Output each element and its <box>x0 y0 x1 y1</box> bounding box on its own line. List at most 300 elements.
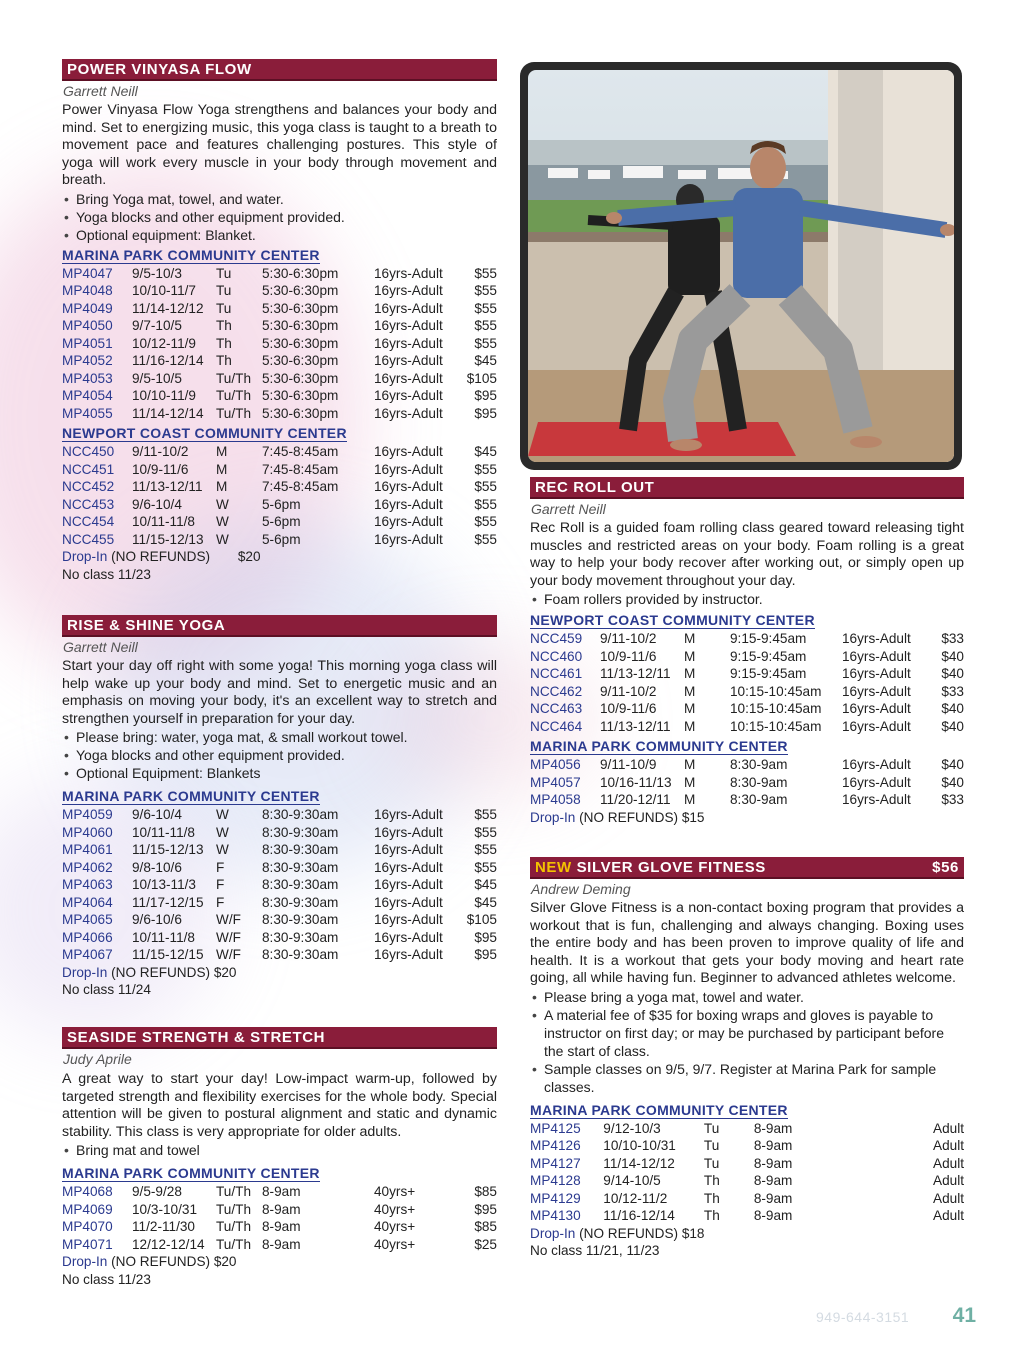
course-code: NCC455 <box>62 531 115 547</box>
bullet-item: • Optional Equipment: Blankets <box>62 764 497 782</box>
date-range: 11/16-12/14 <box>132 353 204 369</box>
price: $55 <box>474 824 497 840</box>
table-row <box>62 461 497 479</box>
table-row <box>62 531 497 549</box>
dropin-line <box>62 548 497 566</box>
day: Th <box>216 335 232 351</box>
time: 8:30-9am <box>730 792 788 808</box>
date-range: 11/13-12/11 <box>132 479 203 495</box>
date-range: 9/7-10/5 <box>132 318 182 334</box>
instructor-name: Garrett Neill <box>531 501 606 517</box>
date-range: 10/9-11/6 <box>600 701 657 717</box>
date-range: 10/11-11/8 <box>132 824 195 840</box>
price: $55 <box>474 859 497 875</box>
section-title: SEASIDE STRENGTH & STRETCH <box>67 1029 326 1046</box>
time: 5:30-6:30pm <box>262 405 339 421</box>
price: $25 <box>474 1236 497 1252</box>
time: 10:15-10:45am <box>730 701 822 717</box>
table-row <box>530 791 964 809</box>
course-code: MP4050 <box>62 318 113 334</box>
schedule-table <box>62 806 497 964</box>
price: $55 <box>474 318 497 334</box>
table-row <box>530 1207 964 1225</box>
price: $33 <box>941 631 964 647</box>
silver-glove-section <box>530 857 964 1260</box>
day: M <box>684 648 696 664</box>
time: 8-9am <box>262 1219 301 1235</box>
day: W/F <box>216 912 241 928</box>
date-range: 11/14-12/14 <box>132 405 204 421</box>
time: 8:30-9:30am <box>262 859 339 875</box>
schedule-table <box>62 265 497 423</box>
table-row <box>62 929 497 947</box>
table-row <box>62 824 497 842</box>
dropin-line <box>530 809 964 827</box>
course-code: MP4047 <box>62 265 113 281</box>
table-row <box>62 443 497 461</box>
course-code: MP4071 <box>62 1236 113 1252</box>
price: $45 <box>474 877 497 893</box>
course-code: MP4062 <box>62 859 113 875</box>
bullet-item: • Bring mat and towel <box>62 1141 497 1159</box>
day: W <box>216 514 229 530</box>
table-row <box>62 478 497 496</box>
time: 8:30-9:30am <box>262 912 339 928</box>
price: $55 <box>474 842 497 858</box>
date-range: 9/5-9/28 <box>132 1184 182 1200</box>
rise-shine-section <box>62 615 497 999</box>
course-code: NCC460 <box>530 648 583 664</box>
price: $40 <box>941 648 964 664</box>
price: $95 <box>474 947 497 963</box>
age: 16yrs-Adult <box>374 859 443 875</box>
time: 5:30-6:30pm <box>262 300 339 316</box>
course-code: NCC464 <box>530 718 583 734</box>
day: Tu <box>216 283 232 299</box>
table-row <box>62 876 497 894</box>
table-row <box>62 894 497 912</box>
time: 8:30-9am <box>730 757 788 773</box>
date-range: 11/20-12/11 <box>600 792 671 808</box>
seaside-section <box>62 1027 497 1288</box>
table-row <box>62 1236 497 1254</box>
no-class-note: No class 11/24 <box>62 982 151 998</box>
age: 16yrs-Adult <box>374 842 443 858</box>
dropin-price: $20 <box>237 549 261 565</box>
time: 8:30-9:30am <box>262 947 339 963</box>
time: 5:30-6:30pm <box>262 370 339 386</box>
dropin-text: (NO REFUNDS) $15 <box>579 809 705 825</box>
course-code: MP4128 <box>530 1173 581 1189</box>
age: 16yrs-Adult <box>374 300 443 316</box>
age: 16yrs-Adult <box>842 792 911 808</box>
table-row <box>62 300 497 318</box>
age: 16yrs-Adult <box>374 947 443 963</box>
location-heading: MARINA PARK COMMUNITY CENTER <box>62 788 320 805</box>
day: Tu/Th <box>216 1219 251 1235</box>
location-heading: NEWPORT COAST COMMUNITY CENTER <box>62 425 347 442</box>
price: $40 <box>941 701 964 717</box>
price: $40 <box>941 718 964 734</box>
dropin-text: (NO REFUNDS) <box>111 549 211 565</box>
date-range: 10/10-11/9 <box>132 388 196 404</box>
bullet-item: • A material fee of $35 for boxing wraps and gloves is payable to instructor on first day; or may be purchased by participant before the start of class. <box>530 1006 964 1060</box>
age: 16yrs-Adult <box>842 648 911 664</box>
course-code: MP4067 <box>62 947 113 963</box>
dropin-label: Drop-In <box>62 1254 108 1270</box>
dropin-line <box>530 1225 964 1243</box>
price: $55 <box>474 496 497 512</box>
phone-number: 949-644-3151 <box>816 1309 910 1325</box>
date-range: 9/11-10/2 <box>600 683 657 699</box>
age: 16yrs-Adult <box>374 444 443 460</box>
date-range: 10/11-11/8 <box>132 929 195 945</box>
class-description: Rec Roll is a guided foam rolling class geared toward releasing tight muscles and restricted areas on your body. Foam rolling is a great way to help your body recover after working out, or simply open up your body movement throughout your day. <box>530 520 964 589</box>
price: $95 <box>474 388 497 404</box>
age: 16yrs-Adult <box>842 666 911 682</box>
table-row <box>530 756 964 774</box>
time: 5:30-6:30pm <box>262 265 339 281</box>
age: 16yrs-Adult <box>374 824 443 840</box>
table-row <box>62 946 497 964</box>
course-code: MP4049 <box>62 300 113 316</box>
course-code: NCC459 <box>530 631 583 647</box>
day: Tu <box>703 1120 720 1136</box>
table-row <box>530 683 964 701</box>
date-range: 10/10-11/7 <box>132 283 196 299</box>
price: $55 <box>474 265 497 281</box>
day: M <box>216 444 228 460</box>
dropin-label: Drop-In <box>62 549 108 565</box>
price: $40 <box>941 666 964 682</box>
section-title: SILVER GLOVE FITNESS <box>576 859 766 876</box>
table-row <box>530 1190 964 1208</box>
age: 16yrs-Adult <box>374 388 443 404</box>
class-description: Power Vinyasa Flow Yoga strengthens and balances your body and mind. Set to energizing music, this yoga class is taught to a breath to movement pace and features challenging postures. This style of yoga will work every muscle in your body through movement and breath. <box>62 102 497 189</box>
table-row <box>530 1137 964 1155</box>
day: M <box>684 683 696 699</box>
day: Th <box>703 1208 720 1224</box>
course-code: MP4055 <box>62 405 113 421</box>
course-code: MP4129 <box>530 1190 581 1206</box>
course-code: NCC452 <box>62 479 115 495</box>
time: 5:30-6:30pm <box>262 283 339 299</box>
schedule-table <box>530 1120 964 1225</box>
day: Tu <box>703 1138 720 1154</box>
table-row <box>530 700 964 718</box>
price: $85 <box>474 1219 497 1235</box>
day: Tu <box>703 1155 720 1171</box>
price: $55 <box>474 479 497 495</box>
age: 16yrs-Adult <box>374 929 443 945</box>
time: 8:30-9:30am <box>262 894 339 910</box>
time: 8:30-9:30am <box>262 877 339 893</box>
time: 8:30-9:30am <box>262 824 339 840</box>
course-code: MP4065 <box>62 912 113 928</box>
table-row <box>62 496 497 514</box>
course-code: MP4070 <box>62 1219 113 1235</box>
day: M <box>684 701 696 717</box>
day: Tu/Th <box>216 388 251 404</box>
course-code: NCC450 <box>62 444 115 460</box>
date-range: 10/12-11/9 <box>132 335 196 351</box>
age: Adult <box>933 1190 964 1206</box>
age: Adult <box>933 1173 964 1189</box>
bullet-list <box>62 728 497 782</box>
table-row <box>62 352 497 370</box>
table-row <box>62 1201 497 1219</box>
bullet-item: • Yoga blocks and other equipment provided. <box>62 746 497 764</box>
age: Adult <box>933 1155 964 1171</box>
price: $40 <box>941 774 964 790</box>
date-range: 11/13-12/11 <box>600 718 671 734</box>
location-heading: MARINA PARK COMMUNITY CENTER <box>530 738 788 755</box>
time: 10:15-10:45am <box>730 718 822 734</box>
course-code: NCC451 <box>62 461 115 477</box>
table-row <box>62 387 497 405</box>
day: F <box>216 859 225 875</box>
location-heading: MARINA PARK COMMUNITY CENTER <box>530 1101 788 1118</box>
age: 16yrs-Adult <box>374 265 443 281</box>
date-range: 9/5-10/3 <box>132 265 182 281</box>
location-heading: MARINA PARK COMMUNITY CENTER <box>62 246 320 263</box>
table-row <box>62 806 497 824</box>
price: $55 <box>474 531 497 547</box>
rec-roll-section <box>530 477 964 826</box>
new-badge: NEW <box>535 859 572 876</box>
no-class-note: No class 11/23 <box>62 1271 151 1287</box>
time: 5:30-6:30pm <box>262 318 339 334</box>
course-code: NCC462 <box>530 683 583 699</box>
table-row <box>530 665 964 683</box>
time: 8-9am <box>753 1173 793 1189</box>
schedule-table <box>530 630 964 735</box>
age: 16yrs-Adult <box>842 683 911 699</box>
day: Th <box>216 353 232 369</box>
bullet-item: • Yoga blocks and other equipment provided. <box>62 208 497 226</box>
time: 8:30-9:30am <box>262 807 339 823</box>
schedule-table <box>62 1183 497 1253</box>
course-code: MP4127 <box>530 1155 581 1171</box>
table-row <box>530 630 964 648</box>
date-range: 10/16-11/13 <box>600 774 672 790</box>
age: 16yrs-Adult <box>374 894 443 910</box>
table-row <box>530 718 964 736</box>
table-row <box>62 335 497 353</box>
age: 16yrs-Adult <box>374 370 443 386</box>
day: Th <box>703 1173 720 1189</box>
dropin-label: Drop-In <box>530 1225 576 1241</box>
date-range: 11/15-12/13 <box>132 531 204 547</box>
course-code: MP4058 <box>530 792 581 808</box>
course-code: NCC461 <box>530 666 583 682</box>
bullet-item: • Foam rollers provided by instructor. <box>530 590 964 608</box>
age: 40yrs+ <box>374 1236 416 1252</box>
price: $45 <box>474 353 497 369</box>
dropin-line <box>62 1253 497 1271</box>
course-code: MP4053 <box>62 370 113 386</box>
schedule-table <box>530 756 964 809</box>
instructor-name: Garrett Neill <box>63 83 138 99</box>
age: 16yrs-Adult <box>374 479 443 495</box>
time: 8-9am <box>262 1236 301 1252</box>
section-heading <box>530 857 964 879</box>
time: 8-9am <box>262 1184 301 1200</box>
price: $85 <box>474 1184 497 1200</box>
section-heading <box>62 1027 497 1049</box>
time: 5-6pm <box>262 496 301 512</box>
day: M <box>684 792 696 808</box>
table-row <box>62 513 497 531</box>
day: Th <box>703 1190 720 1206</box>
day: M <box>216 479 228 495</box>
course-code: MP4068 <box>62 1184 113 1200</box>
course-code: MP4060 <box>62 824 113 840</box>
date-range: 11/16-12/14 <box>603 1208 675 1224</box>
date-range: 10/3-10/31 <box>132 1201 198 1217</box>
date-range: 11/2-11/30 <box>132 1219 195 1235</box>
age: 16yrs-Adult <box>374 335 443 351</box>
age: 40yrs+ <box>374 1219 416 1235</box>
price: $33 <box>941 683 964 699</box>
date-range: 9/11-10/9 <box>600 757 657 773</box>
price: $45 <box>474 444 497 460</box>
no-class-note: No class 11/21, 11/23 <box>530 1243 660 1259</box>
date-range: 9/5-10/5 <box>132 370 182 386</box>
age: Adult <box>933 1208 964 1224</box>
price: $95 <box>474 405 497 421</box>
instructor-name: Garrett Neill <box>63 639 138 655</box>
bullet-item: • Sample classes on 9/5, 9/7. Register at Marina Park for sample classes. <box>530 1060 964 1096</box>
course-code: MP4059 <box>62 807 113 823</box>
price: $55 <box>474 807 497 823</box>
table-row <box>62 265 497 283</box>
table-row <box>530 774 964 792</box>
date-range: 11/14-12/12 <box>132 300 204 316</box>
age: 16yrs-Adult <box>374 461 443 477</box>
class-price: $56 <box>932 859 959 876</box>
date-range: 11/13-12/11 <box>600 666 671 682</box>
course-code: MP4064 <box>62 894 113 910</box>
price: $45 <box>474 894 497 910</box>
section-title: RISE & SHINE YOGA <box>67 617 226 634</box>
age: 16yrs-Adult <box>374 531 443 547</box>
bullet-item: • Bring Yoga mat, towel, and water. <box>62 190 497 208</box>
course-code: NCC463 <box>530 701 583 717</box>
location-heading: NEWPORT COAST COMMUNITY CENTER <box>530 612 815 629</box>
day: F <box>216 877 225 893</box>
course-code: MP4125 <box>530 1120 581 1136</box>
date-range: 9/12-10/3 <box>603 1120 661 1136</box>
day: M <box>684 666 696 682</box>
class-description: Silver Glove Fitness is a non-contact boxing program that provides a workout that is fun, challenging and always changing. Boxing uses the entire body and has been proven to improve quality of life and health. It is a workout that gets your body moving and heart rate going, all while having fun. Beginner to advanced athletes welcome. <box>530 900 964 987</box>
course-code: MP4066 <box>62 929 113 945</box>
age: 16yrs-Adult <box>842 774 911 790</box>
time: 9:15-9:45am <box>730 648 807 664</box>
course-code: MP4063 <box>62 877 113 893</box>
day: M <box>216 461 228 477</box>
date-range: 9/8-10/6 <box>132 859 182 875</box>
age: 16yrs-Adult <box>374 496 443 512</box>
day: Th <box>216 318 232 334</box>
table-row <box>62 1183 497 1201</box>
day: W <box>216 531 229 547</box>
warrior-pose-illustration <box>528 70 954 462</box>
date-range: 10/9-11/6 <box>600 648 657 664</box>
bullet-list <box>530 590 964 608</box>
price: $33 <box>941 792 964 808</box>
time: 8:30-9:30am <box>262 929 339 945</box>
day: W <box>216 496 229 512</box>
price: $105 <box>466 370 497 386</box>
date-range: 9/11-10/2 <box>600 631 657 647</box>
time: 7:45-8:45am <box>262 479 339 495</box>
age: 16yrs-Adult <box>374 283 443 299</box>
day: Tu/Th <box>216 370 251 386</box>
section-title: POWER VINYASA FLOW <box>67 61 252 78</box>
course-code: MP4048 <box>62 283 113 299</box>
age: 16yrs-Adult <box>374 514 443 530</box>
bullet-item: • Please bring a yoga mat, towel and water. <box>530 988 964 1006</box>
class-description: Start your day off right with some yoga! This morning yoga class will help wake up your body and mind. Set to energetic music and an emphasis on moving your body, it's an excellent way to stretch and strengthen yourself in preparation for your day. <box>62 658 497 727</box>
day: W/F <box>216 947 241 963</box>
power-vinyasa-section <box>62 59 497 583</box>
day: W <box>216 824 229 840</box>
age: 16yrs-Adult <box>842 757 911 773</box>
time: 5-6pm <box>262 514 301 530</box>
no-class-note: No class 11/23 <box>62 566 151 582</box>
course-code: MP4126 <box>530 1138 581 1154</box>
table-row <box>62 370 497 388</box>
age: 16yrs-Adult <box>374 353 443 369</box>
date-range: 9/6-10/4 <box>132 807 182 823</box>
time: 5-6pm <box>262 531 301 547</box>
day: W <box>216 807 229 823</box>
day: W/F <box>216 929 241 945</box>
instructor-name: Andrew Deming <box>531 881 631 897</box>
dropin-label: Drop-In <box>530 809 576 825</box>
time: 10:15-10:45am <box>730 683 822 699</box>
date-range: 9/11-10/2 <box>132 444 189 460</box>
time: 8-9am <box>262 1201 301 1217</box>
time: 9:15-9:45am <box>730 666 807 682</box>
age: 16yrs-Adult <box>842 701 911 717</box>
day: M <box>684 631 696 647</box>
price: $55 <box>474 283 497 299</box>
dropin-text: (NO REFUNDS) $18 <box>579 1225 705 1241</box>
price: $95 <box>474 1201 497 1217</box>
age: 16yrs-Adult <box>374 318 443 334</box>
date-range: 10/12-11/2 <box>603 1190 668 1206</box>
page-number: 41 <box>952 1304 976 1327</box>
date-range: 10/11-11/8 <box>132 514 195 530</box>
time: 5:30-6:30pm <box>262 388 339 404</box>
course-code: MP4056 <box>530 757 581 773</box>
date-range: 11/17-12/15 <box>132 894 204 910</box>
table-row <box>62 1218 497 1236</box>
date-range: 10/13-11/3 <box>132 877 196 893</box>
price: $55 <box>474 300 497 316</box>
time: 7:45-8:45am <box>262 444 339 460</box>
date-range: 9/14-10/5 <box>603 1173 661 1189</box>
section-title: REC ROLL OUT <box>535 479 655 496</box>
day: Tu/Th <box>216 1236 251 1252</box>
bullet-item: • Please bring: water, yoga mat, & small workout towel. <box>62 728 497 746</box>
table-row <box>530 648 964 666</box>
bullet-list <box>62 1141 497 1159</box>
age: 16yrs-Adult <box>374 877 443 893</box>
day: F <box>216 894 225 910</box>
